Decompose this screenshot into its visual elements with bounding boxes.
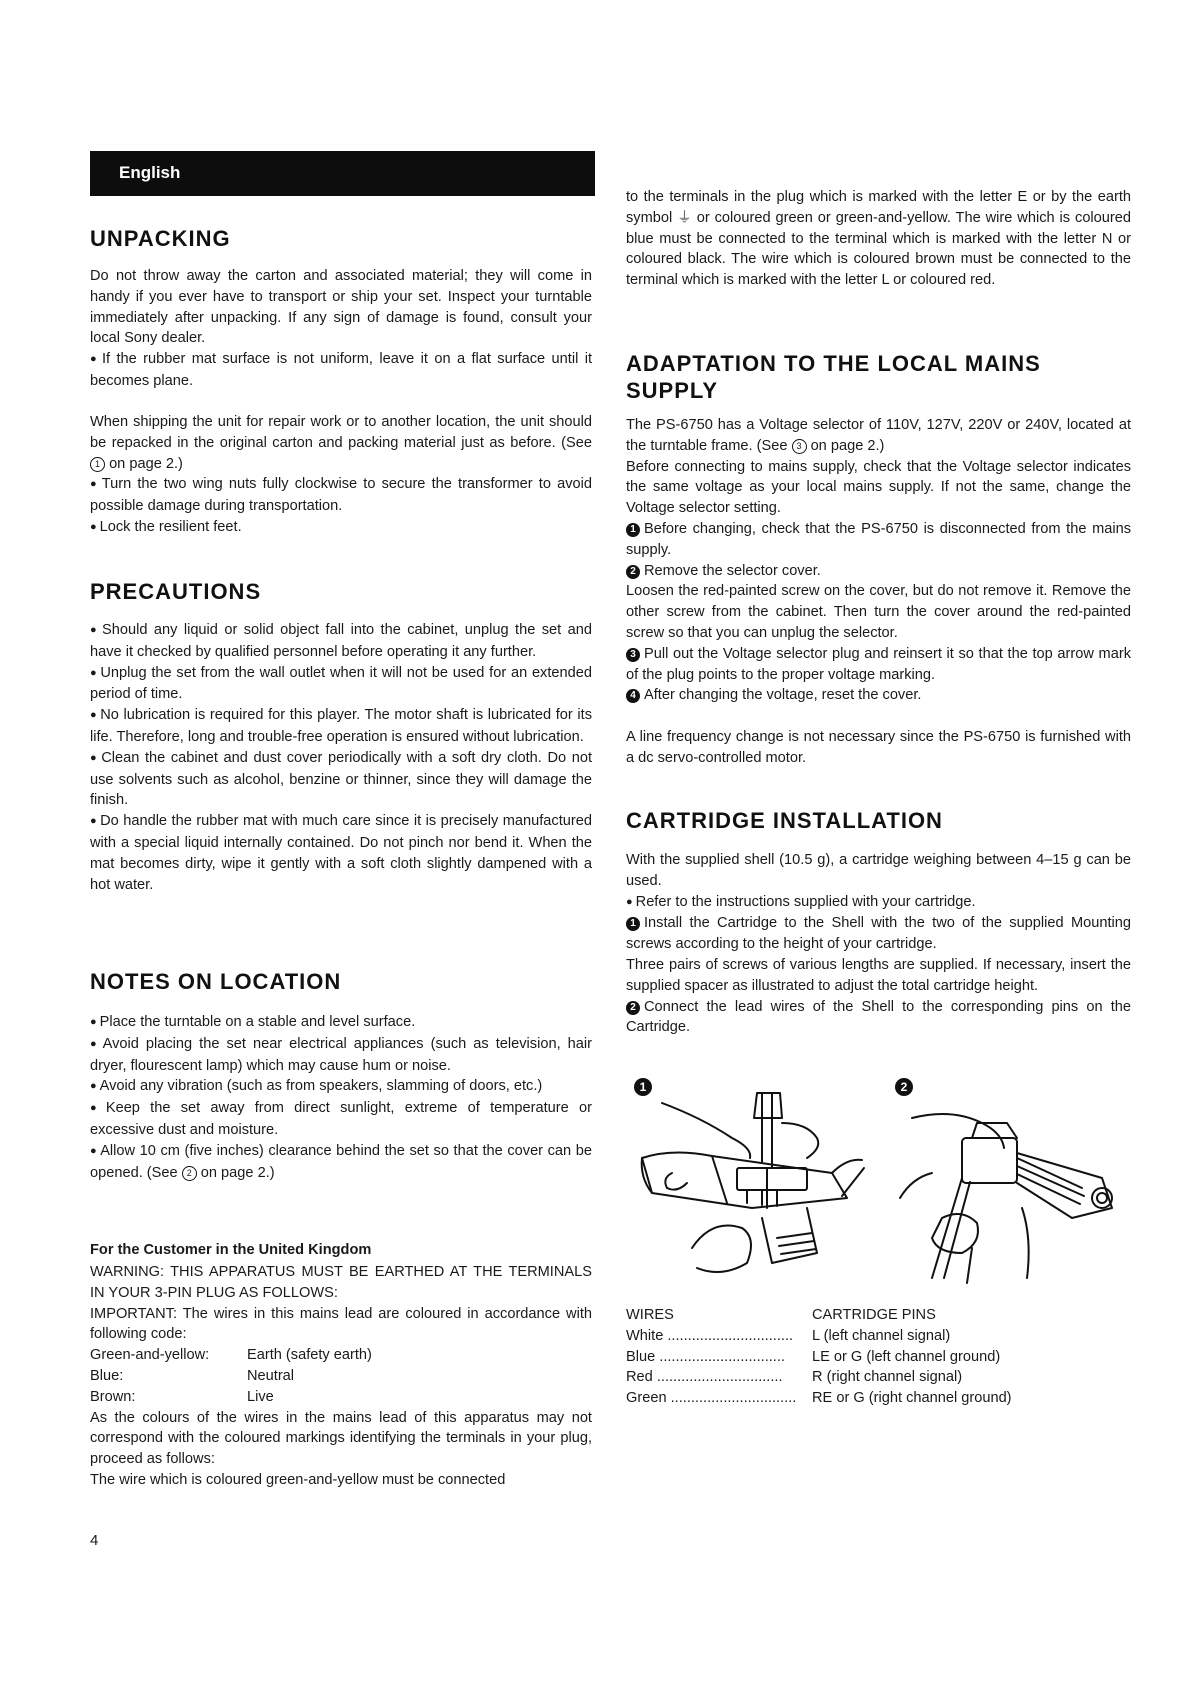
step-item: 1 Before changing, check that the PS-6750 is disconnected from the mains supply. xyxy=(626,520,1131,558)
step-number-icon: 2 xyxy=(626,565,640,579)
location-item: ● Avoid placing the set near electrical appliances (such as television, hair dryer, flourescent lamp) which may cause hum or noise. xyxy=(90,1034,592,1077)
uk-continued: to the terminals in the plug which is marked with the letter E or by the earth symbol ⏚ or coloured green or green-and-yellow. The wire which is coloured blue must be connected to the terminal which is marked with the letter N or coloured black. The wire which is coloured brown must be connected to the terminal which is marked with the letter L or coloured red. xyxy=(626,189,1131,289)
precaution-item: ● No lubrication is required for this player. The motor shaft is lubricated for its life. Therefore, long and trouble-free operation is ensured without lubrication. xyxy=(90,705,592,748)
step-item: 4 After changing the voltage, reset the cover. xyxy=(626,685,1131,706)
shipping-para: When shipping the unit for repair work or to another location, the unit should be repacked in the original carton and packing material just as before. (See 1 on page 2.) xyxy=(90,414,592,472)
table-row: Red ............................... R (right channel signal) xyxy=(626,1369,963,1386)
adaptation-para: The PS-6750 has a Voltage selector of 110V, 127V, 220V or 240V, located at the turntable frame. (See 3 on page 2.) xyxy=(626,417,1131,454)
shipping-body xyxy=(90,412,592,539)
step-item: 2 Remove the selector cover. xyxy=(626,561,1131,582)
code-row: Blue: Neutral xyxy=(90,1367,295,1384)
table-row: Blue ............................... LE or G (left channel ground) xyxy=(626,1348,1001,1365)
precautions-body xyxy=(90,620,592,895)
step-number-icon: 4 xyxy=(626,689,640,703)
step-number-icon: 1 xyxy=(626,523,640,537)
ref-circle-2: 2 xyxy=(182,1166,197,1181)
figure-number-2: 2 xyxy=(895,1078,913,1096)
adaptation-para: Before connecting to mains supply, check that the Voltage selector indicates the same voltage as your local mains supply. If not the same, change the Voltage selector setting. xyxy=(626,458,1131,517)
cartridge-bullet: ● Refer to the instructions supplied with your cartridge. xyxy=(626,892,1131,914)
cartridge-para: Three pairs of screws of various lengths are supplied. If necessary, insert the supplied spacer as illustrated to adjust the total cartridge height. xyxy=(626,956,1131,994)
cartridge-para: With the supplied shell (10.5 g), a cartridge weighing between 4–15 g can be used. xyxy=(626,852,1131,889)
adaptation-para: Loosen the red-painted screw on the cover, but do not remove it. Remove the other screw from the cabinet. Then turn the cover around the red-painted screw so that you can unplug the selector. xyxy=(626,583,1131,641)
code-row: Brown: Live xyxy=(90,1388,274,1405)
step-number-icon: 1 xyxy=(626,917,640,931)
table-row: Green ............................... RE or G (right channel ground) xyxy=(626,1390,1012,1407)
earth-symbol-icon: ⏚ xyxy=(677,209,692,226)
step-item: 3 Pull out the Voltage selector plug and reinsert it so that the top arrow mark of the plug points to the proper voltage marking. xyxy=(626,645,1131,683)
page-number: 4 xyxy=(90,1532,99,1549)
adaptation-para: A line frequency change is not necessary since the PS-6750 is furnished with a dc servo-controlled motor. xyxy=(626,728,1131,766)
ref-circle-3: 3 xyxy=(792,439,807,454)
wires-header xyxy=(626,1305,1126,1326)
uk-last: The wire which is coloured green-and-yellow must be connected xyxy=(90,1471,506,1488)
wires-header-left: WIRES xyxy=(626,1307,674,1323)
uk-title: For the Customer in the United Kingdom xyxy=(90,1242,372,1258)
cartridge-title: CARTRIDGE INSTALLATION xyxy=(626,808,943,833)
adaptation-title: ADAPTATION TO THE LOCAL MAINS SUPPLY xyxy=(626,351,1041,403)
precaution-item: ● Unplug the set from the wall outlet when it will not be used for an extended period of time. xyxy=(90,663,592,706)
adaptation-body xyxy=(626,415,1131,769)
table-row: White ............................... L (left channel signal) xyxy=(626,1327,951,1344)
cartridge-body xyxy=(626,850,1131,1038)
location-title: NOTES ON LOCATION xyxy=(90,969,342,994)
location-item: ● Allow 10 cm (five inches) clearance behind the set so that the cover can be opened. (See 2 on page 2.) xyxy=(90,1141,592,1184)
step-item: 2 Connect the lead wires of the Shell to the corresponding pins on the Cartridge. xyxy=(626,998,1131,1036)
code-row: Green-and-yellow: Earth (safety earth) xyxy=(90,1347,372,1364)
precaution-item: ● Clean the cabinet and dust cover periodically with a soft dry cloth. Do not use solvents such as alcohol, benzine or thinner, since they will damage the finish. xyxy=(90,748,592,811)
ref-circle-1: 1 xyxy=(90,457,105,472)
unpacking-body xyxy=(90,266,592,392)
uk-important: IMPORTANT: The wires in this mains lead are coloured in accordance with following code: xyxy=(90,1305,592,1343)
figure-number-1: 1 xyxy=(634,1078,652,1096)
cartridge-illustration xyxy=(632,1078,1127,1288)
unpacking-para: Do not throw away the carton and associated material; they will come in handy if you ever have to transport or ship your set. Inspect your turntable immediately after unpacking. If any sign of damage is found, consult your local Sony dealer. xyxy=(90,268,592,347)
step-item: 1 Install the Cartridge to the Shell with the two of the supplied Mounting screws according to the height of your cartridge. xyxy=(626,915,1131,953)
unpacking-bullet: ● If the rubber mat surface is not uniform, leave it on a flat surface until it becomes plane. xyxy=(90,349,592,392)
uk-para: As the colours of the wires in the mains lead of this apparatus may not correspond with the coloured markings identifying the terminals in your plug, proceed as follows: xyxy=(90,1409,592,1468)
wires-table xyxy=(626,1305,1126,1409)
language-banner xyxy=(90,151,595,196)
location-body xyxy=(90,1012,592,1183)
unpacking-title: UNPACKING xyxy=(90,226,231,251)
step-number-icon: 3 xyxy=(626,648,640,662)
location-item: ● Avoid any vibration (such as from speakers, slamming of doors, etc.) xyxy=(90,1076,592,1098)
shipping-bullet-1: ● Turn the two wing nuts fully clockwise to secure the transformer to avoid possible damage during transportation. xyxy=(90,474,592,517)
location-item: ● Keep the set away from direct sunlight, extreme of temperature or excessive dust and moisture. xyxy=(90,1098,592,1141)
uk-body xyxy=(90,1262,592,1491)
location-item: ● Place the turntable on a stable and level surface. xyxy=(90,1012,592,1034)
precautions-title: PRECAUTIONS xyxy=(90,579,262,604)
wires-header-right: CARTRIDGE PINS xyxy=(812,1307,936,1323)
precaution-item: ● Do handle the rubber mat with much care since it is precisely manufactured with a special liquid internally contained. Do not pinch nor bend it. When the mat becomes dirty, wipe it gently with a soft cloth slightly dampened with a hot water. xyxy=(90,811,592,895)
precaution-item: ● Should any liquid or solid object fall into the cabinet, unplug the set and have it checked by qualified personnel before operating it any further. xyxy=(90,620,592,663)
step-number-icon: 2 xyxy=(626,1001,640,1015)
cartridge-drawing-icon xyxy=(632,1078,1127,1288)
uk-warning: WARNING: THIS APPARATUS MUST BE EARTHED AT THE TERMINALS IN YOUR 3-PIN PLUG AS FOLLOWS: xyxy=(90,1264,592,1301)
banner-label: English xyxy=(119,163,181,182)
shipping-bullet-2: ● Lock the resilient feet. xyxy=(90,517,592,539)
